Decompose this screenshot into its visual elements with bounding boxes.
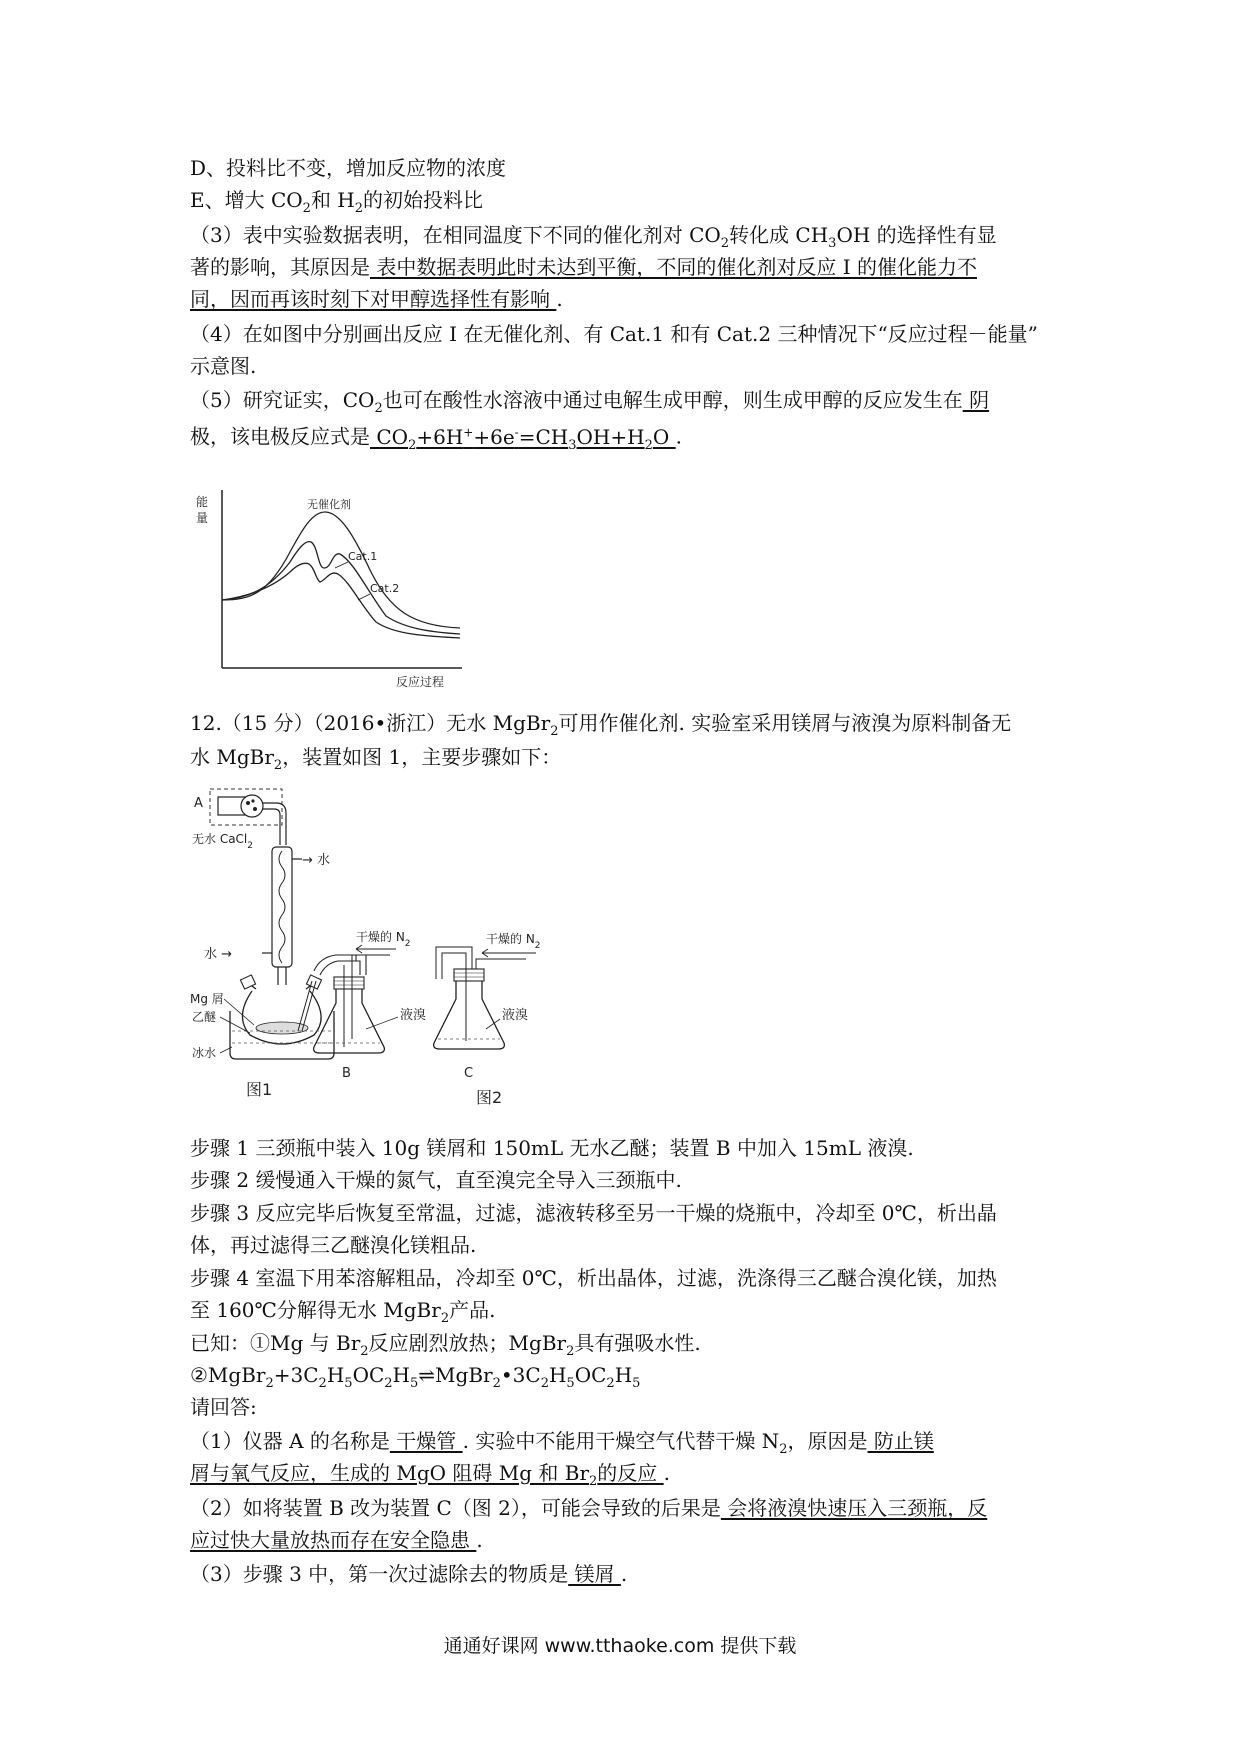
q1-answer: （1）仪器 A 的名称是 干燥管 . 实验中不能用干燥空气代替干燥 $N_2$，原因是 防止镁 <box>190 1429 934 1457</box>
condenser-jacket <box>272 847 292 967</box>
curve-no-catalyst <box>222 512 460 628</box>
q4-text: （4）在如图中分别画出反应 I 在无催化剂、有 Cat.1 和有 Cat.2 三种情况下“反应过程－能量” <box>190 322 1038 346</box>
leader-cat2 <box>358 594 370 600</box>
label-b: B <box>342 1066 351 1081</box>
water-out-label: → 水 <box>302 853 331 868</box>
flask-b <box>314 983 385 1053</box>
label-cat2: Cat.2 <box>370 582 400 595</box>
label-c: C <box>464 1066 474 1081</box>
label-a: A <box>194 796 203 811</box>
y-axis-label-1: 能 <box>196 495 209 509</box>
curve-cat1 <box>222 542 460 634</box>
energy-profile-diagram <box>190 482 470 690</box>
please-answer: 请回答: <box>190 1395 257 1419</box>
q3-answer-line1: 著的影响，其原因是 表中数据表明此时未达到平衡，不同的催化剂对反应 I 的催化能力不 <box>190 255 977 279</box>
apparatus-diagram <box>190 785 650 1115</box>
q12-intro: 12.（15 分）（2016•浙江）无水 MgBr$_2$可用作催化剂. 实验室采用镁屑与液溴为原料制备无 <box>190 711 1012 739</box>
option-d: D、投料比不变，增加反应物的浓度 <box>190 156 507 180</box>
q5-answer: 极，该电极反应式是 $CO_2+6H^++6e^-=CH_3OH+H_2O$ . <box>190 424 682 453</box>
leader-cat1 <box>335 562 348 568</box>
liquid-br-c-label: 液溴 <box>502 1008 529 1023</box>
step2: 步骤 2 缓慢通入干燥的氮气，直至溴完全导入三颈瓶中. <box>190 1168 682 1192</box>
step4: 步骤 4 室温下用苯溶解粗品，冷却至 0℃，析出晶体，过滤，洗涤得三乙醚合溴化镁，加热 <box>190 1266 997 1290</box>
step3-cont: 体，再过滤得三乙醚溴化镁粗品. <box>190 1233 477 1257</box>
water-in-label: 水 → <box>204 947 233 962</box>
cacl2-label: 无水 CaCl$_2$ <box>192 832 253 851</box>
q4-text-cont: 示意图. <box>190 354 257 378</box>
x-axis-label: 反应过程 <box>396 675 445 689</box>
step4-cont: 至 160℃分解得无水 MgBr$_2$产品. <box>190 1298 496 1326</box>
ice-water-label: 冰水 <box>192 1046 217 1060</box>
drying-tube-bulb <box>241 795 263 817</box>
liquid-br-b-label: 液溴 <box>400 1008 427 1023</box>
q1-answer-cont: 屑与氧气反应，生成的 MgO 阻碍 Mg 和 $Br_2$的反应 . <box>190 1461 671 1489</box>
dry-n2-c-label: 干燥的 $N_2$ <box>486 932 541 951</box>
footer: 通通好课网 www.tthaoke.com 提供下载 <box>443 1635 797 1657</box>
mg-label: Mg 屑 <box>190 992 224 1006</box>
q2-answer-cont: 应过快大量放热而存在安全隐患 . <box>190 1528 483 1552</box>
step3: 步骤 3 反应完毕后恢复至常温，过滤，滤液转移至另一干燥的烧瓶中，冷却至 0℃，析出晶 <box>190 1201 997 1225</box>
y-axis-label-2: 量 <box>196 511 209 525</box>
q3-step3-answer: （3）步骤 3 中，第一次过滤除去的物质是 镁屑 . <box>190 1562 628 1586</box>
q5-text: （5）研究证实，$CO_2$也可在酸性水溶液中通过电解生成甲醇，则生成甲醇的反应发生在 阴 <box>190 388 990 416</box>
label-cat1: Cat.1 <box>348 550 378 563</box>
tube-to-b <box>356 955 366 975</box>
q3-text: （3）表中实验数据表明，在相同温度下不同的催化剂对 $CO_2$转化成 $CH_3OH$ 的选择性有显 <box>190 223 997 251</box>
option-e: E、增大 $CO_2$和 $H_2$的初始投料比 <box>190 188 484 216</box>
ether-label: 乙醚 <box>192 1010 217 1024</box>
label-no-catalyst: 无催化剂 <box>307 498 351 511</box>
q12-intro-cont: 水 MgBr$_2$，装置如图 1，主要步骤如下： <box>190 745 562 773</box>
dry-n2-b-label: 干燥的 $N_2$ <box>356 930 411 949</box>
step1: 步骤 1 三颈瓶中装入 10g 镁屑和 150mL 无水乙醚；装置 B 中加入 15mL 液溴. <box>190 1136 914 1160</box>
known-1: 已知：①Mg 与 $Br_2$反应剧烈放热；MgBr$_2$具有强吸水性. <box>190 1331 701 1359</box>
q3-answer-line2: 同，因而再该时刻下对甲醇选择性有影响 . <box>190 287 563 311</box>
tube-c-left <box>442 953 466 1041</box>
q2-answer: （2）如将装置 B 改为装置 C（图 2），可能会导致的后果是 会将液溴快速压入三颈瓶，反 <box>190 1496 988 1520</box>
fig1-label: 图1 <box>246 1080 273 1099</box>
fig2-label: 图2 <box>476 1088 503 1107</box>
known-2-equation: $②MgBr_2+3C_2H_5OC_2H_5\rightleftharpoons MgBr_2•3C_2H_5OC_2H_5$ <box>190 1363 641 1391</box>
curve-cat2 <box>222 563 460 638</box>
